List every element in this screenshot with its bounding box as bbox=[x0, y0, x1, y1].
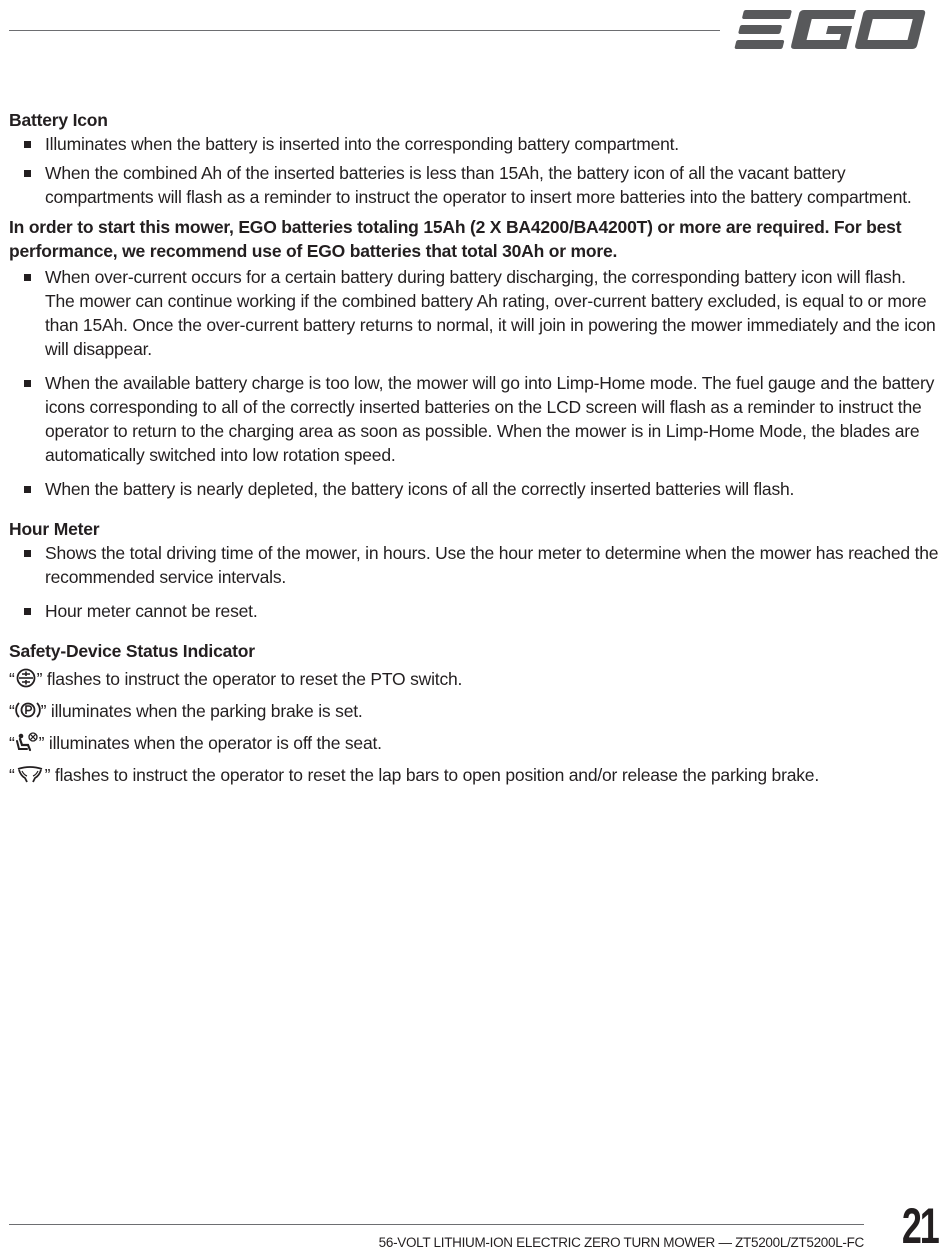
parking-brake-icon bbox=[15, 700, 41, 726]
list-item: Shows the total driving time of the mower, in hours. Use the hour meter to determine when the mower has reached the recommended service intervals. bbox=[9, 541, 939, 589]
ego-logo bbox=[733, 6, 939, 59]
bullet-square-icon bbox=[24, 380, 31, 387]
bullet-square-icon bbox=[24, 141, 31, 148]
footer-title: 56-VOLT LITHIUM-ION ELECTRIC ZERO TURN MOWER — ZT5200L/ZT5200L-FC bbox=[378, 1235, 864, 1250]
status-line-pto: “ ” flashes to instruct the operator to reset the PTO switch. bbox=[9, 667, 939, 694]
list-item: When the available battery charge is too low, the mower will go into Limp-Home mode. The fuel gauge and the battery icons corresponding to all of the correctly inserted batteries on the LCD screen will flash as a reminder to instruct the operator to return to the charging area as soon as possible. When the mower is in Limp-Home Mode, the blades are automatically switched into low rotation speed. bbox=[9, 371, 939, 467]
list-item: When the combined Ah of the inserted batteries is less than 15Ah, the battery icon of all the vacant battery compartments will flash as a reminder to instruct the operator to insert more batteries into the battery compartment. bbox=[9, 161, 939, 209]
status-line-lap-bar: “ ” flashes to instruct the operator to reset the lap bars to open position and/or release the parking brake. bbox=[9, 763, 939, 790]
list-item: Hour meter cannot be reset. bbox=[9, 599, 939, 623]
seat-icon bbox=[15, 732, 39, 758]
list-item: When over-current occurs for a certain battery during battery discharging, the corresponding battery icon will flash. The mower can continue working if the combined battery Ah rating, over-current battery excluded, is equal to or more than 15Ah. Once the over-current battery returns to normal, it will join in powering the mower immediately and the icon will disappear. bbox=[9, 265, 939, 361]
list-item: Illuminates when the battery is inserted into the corresponding battery compartment. bbox=[9, 132, 939, 156]
status-line-seat: “ ” illuminates when the operator is off the seat. bbox=[9, 731, 939, 758]
bullet-square-icon bbox=[24, 608, 31, 615]
lap-bar-icon bbox=[15, 764, 45, 790]
hour-meter-heading: Hour Meter bbox=[9, 519, 100, 539]
battery-requirement-note: In order to start this mower, EGO batteries totaling 15Ah (2 X BA4200/BA4200T) or more are required. For best performance, we recommend use of EGO batteries that total 30Ah or more. bbox=[9, 217, 902, 261]
page-number: 21 bbox=[902, 1198, 938, 1254]
bullet-square-icon bbox=[24, 274, 31, 281]
list-item: When the battery is nearly depleted, the battery icons of all the correctly inserted batteries will flash. bbox=[9, 477, 939, 501]
main-content bbox=[9, 108, 939, 795]
battery-icon-bullets-b bbox=[9, 265, 939, 501]
status-line-parking-brake: “ ” illuminates when the parking brake is set. bbox=[9, 699, 939, 726]
safety-device-heading: Safety-Device Status Indicator bbox=[9, 641, 255, 661]
bullet-square-icon bbox=[24, 486, 31, 493]
footer-rule bbox=[9, 1224, 864, 1225]
hour-meter-bullets bbox=[9, 541, 939, 623]
bullet-square-icon bbox=[24, 170, 31, 177]
pto-switch-icon bbox=[15, 668, 37, 694]
header-rule bbox=[9, 30, 720, 31]
bullet-square-icon bbox=[24, 550, 31, 557]
battery-icon-heading: Battery Icon bbox=[9, 110, 108, 130]
battery-icon-bullets-a bbox=[9, 132, 939, 209]
